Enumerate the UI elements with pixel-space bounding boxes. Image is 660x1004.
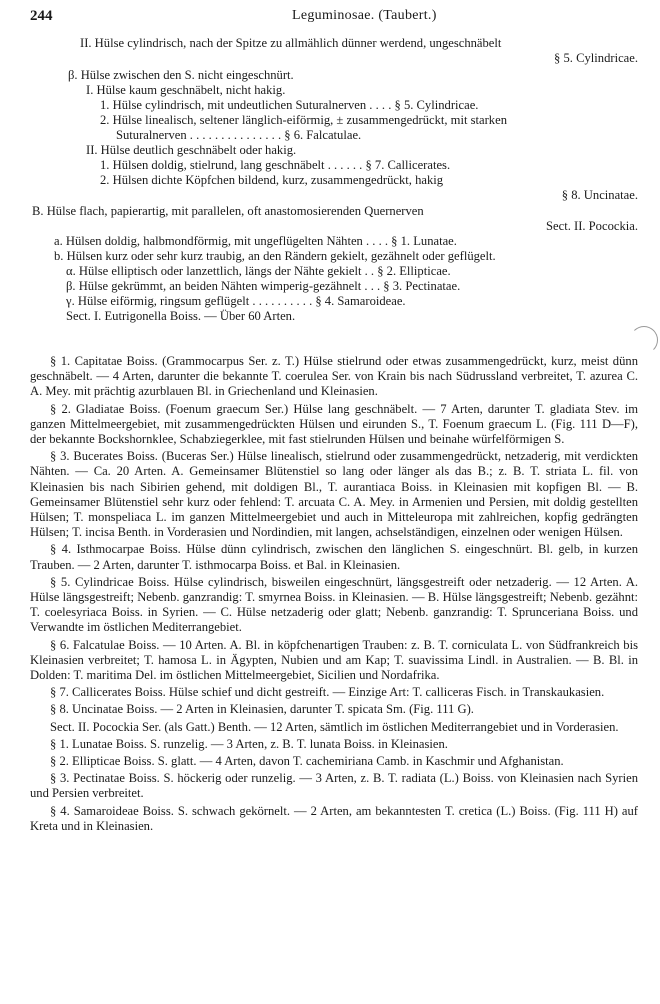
- key-line: II. Hülse deutlich geschnäbelt oder hakig.: [86, 143, 297, 157]
- key-line: a. Hülsen doldig, halbmondförmig, mit ungeflügelten Nähten . . . . § 1. Lunatae.: [54, 234, 457, 248]
- key-line: 2. Hülse linealisch, seltener länglich-eiförmig, ± zusammengedrückt, mit starken: [100, 113, 507, 127]
- key-line: β. Hülse gekrümmt, an beiden Nähten wimperig-gezähnelt . . . § 3. Pectinatae.: [66, 279, 461, 293]
- key-line: B. Hülse flach, papierartig, mit parallelen, oft anastomosierenden Quernerven: [32, 204, 424, 218]
- section-paragraph: § 2. Gladiatae Boiss. (Foenum graecum Ser.) Hülse lang geschnäbelt. — 7 Arten, darunter T. gladiata Stev. im ganzen Mittelmeergebiet, mit zusammengedrückten Hülsen und eirunden S., T. Foenum graecum L. (Fig. 111 D—F), der bekannte Bockshornklee, Schabziegerklee, mit fast stielrunden Hülsen und beinahe würfelförmigen S.: [30, 401, 638, 447]
- key-line: 1. Hülsen doldig, stielrund, lang geschnäbelt . . . . . . § 7. Callicerates.: [100, 158, 451, 172]
- key-line: I. Hülse kaum geschnäbelt, nicht hakig.: [86, 83, 286, 97]
- section-paragraph: § 2. Ellipticae Boiss. S. glatt. — 4 Arten, davon T. cachemiriana Camb. in Kaschmir und Afghanistan.: [50, 754, 564, 769]
- key-line: 2. Hülsen dichte Köpfchen bildend, kurz, zusammengedrückt, hakig: [100, 173, 444, 187]
- section-paragraph: § 8. Uncinatae Boiss. — 2 Arten in Kleinasien, darunter T. spicata Sm. (Fig. 111 G).: [50, 702, 474, 717]
- page-header: [30, 8, 640, 30]
- section-paragraph: § 1. Lunatae Boiss. S. runzelig. — 3 Arten, z. B. T. lunata Boiss. in Kleinasien.: [50, 736, 448, 751]
- key-line: β. Hülse zwischen den S. nicht eingeschnürt.: [68, 68, 294, 82]
- section-paragraph: § 6. Falcatulae Boiss. — 10 Arten. A. Bl. in köpfchenartigen Trauben: z. B. T. corniculata L. von Südfrankreich bis Kleinasien verbreitet; T. hamosa L. in Ägypten, Nubien und am Kap; T. suavissima Lindl. in Australien. — B. Bl. in Dolden: T. maritima Del. im östlichen Mittelmeergebiet, Sicilien und Nordafrika.: [30, 637, 638, 683]
- key-line: Suturalnerven . . . . . . . . . . . . . . . § 6. Falcatulae.: [116, 128, 362, 142]
- section-paragraph: Sect. II. Pocockia Ser. (als Gatt.) Benth. — 12 Arten, sämtlich im östlichen Mediterrangebiet und in Vorderasien.: [50, 719, 619, 734]
- section-paragraph: § 3. Bucerates Boiss. (Buceras Ser.) Hülse linealisch, stielrund oder zusammengedrückt, netzaderig, mit verdickten Nähten. — Ca. 20 Arten. A. Gemeinsamer Blütenstiel so lang oder länger als das B.; z. B. T. striata L. fil. von Kleinasien bis nach Sibirien gehend, mit doldigen Bl., T. aurantiaca Boiss. in Kleinasien mit kopfigen Bl. — B. Gemeinsamer Blütenstiel sehr kurz oder fehlend: T. arcuata C. A. Mey. in Armenien und Persien, mit doldig gestellten Hülsen; T. monspeliaca L. im ganzen Mittelmeergebiet und auch in Mitteleuropa mit zahlreichen, kopfig gedrängten Hülsen; T. incisa Benth. in Vorderasien und Nordindien, mit langen, achselständigen, einzelnen oder wenigen Hülsen.: [30, 449, 638, 540]
- section-paragraph: § 1. Capitatae Boiss. (Grammocarpus Ser. z. T.) Hülse stielrund oder etwas zusammengedrückt, kurz, meist dünn geschnäbelt. — 4 Arten, darunter die bekannte T. coerulea Ser. von Krain bis nach Südrussland verbreitet, T. azurea C. A. Mey. mit prächtig azurblauen Bl. in Griechenland und Kleinasien.: [30, 354, 638, 399]
- section-paragraph: § 5. Cylindricae Boiss. Hülse cylindrisch, bisweilen eingeschnürt, längsgestreift oder netzaderig. — 12 Arten. A. Hülse längsgestreift; Nebenb. ganzrandig: T. smyrnea Boiss. in Kleinasien. — B. Hülse längsgestreift; Nebenb. gezähnt: T. coelesyriaca Boiss. in Syrien. — C. Hülse netzaderig oder glatt; Nebenb. ganzrandig: T. Sprunceriana Boiss. und Verwandte im östlichen Mediterrangebiet.: [30, 574, 638, 635]
- section-paragraph: § 4. Isthmocarpae Boiss. Hülse dünn cylindrisch, zwischen den länglichen S. eingeschnürt. Bl. gelb, in kurzen Trauben. — 2 Arten, darunter T. isthmocarpa Boiss. et Bal. in Kleinasien.: [30, 542, 638, 572]
- key-line: § 8. Uncinatae.: [561, 188, 638, 202]
- key-line: 1. Hülse cylindrisch, mit undeutlichen Suturalnerven . . . . § 5. Cylindricae.: [100, 98, 479, 112]
- running-head: Leguminosae. (Taubert.): [292, 8, 437, 23]
- key-line: γ. Hülse eiförmig, ringsum geflügelt . . . . . . . . . . § 4. Samaroideae.: [66, 294, 406, 308]
- key-line: α. Hülse elliptisch oder lanzettlich, längs der Nähte gekielt . . § 2. Ellipticae.: [66, 264, 451, 278]
- key-line: § 5. Cylindricae.: [554, 51, 638, 65]
- section-paragraph: § 7. Callicerates Boiss. Hülse schief und dicht gestreift. — Einzige Art: T. calliceras Fisch. in Transkaukasien.: [50, 685, 605, 700]
- margin-circle-mark: [630, 326, 658, 354]
- page-number: 244: [30, 8, 53, 24]
- key-line: b. Hülsen kurz oder sehr kurz traubig, an den Rändern gekielt, gezähnelt oder geflügelt.: [54, 249, 496, 263]
- section-descriptions: [30, 354, 638, 836]
- section-paragraph: § 4. Samaroideae Boiss. S. schwach gekörnelt. — 2 Arten, am bekanntesten T. cretica (L.) Boiss. (Fig. 111 H) auf Kreta und in Kleinasien.: [30, 803, 638, 833]
- key-line: Sect. II. Pocockia.: [546, 219, 638, 233]
- section-paragraph: § 3. Pectinatae Boiss. S. höckerig oder runzelig. — 3 Arten, z. B. T. radiata (L.) Boiss. von Kleinasien nach Syrien und Persien verbreitet.: [30, 771, 638, 801]
- key-line: Sect. I. Eutrigonella Boiss. — Über 60 Arten.: [66, 309, 296, 323]
- key-line: II. Hülse cylindrisch, nach der Spitze zu allmählich dünner werdend, ungeschnäbelt: [80, 36, 502, 50]
